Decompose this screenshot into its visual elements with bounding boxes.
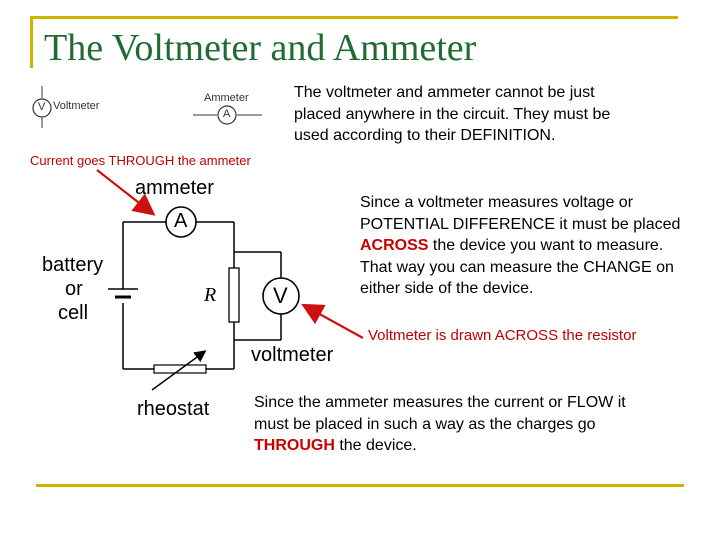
resistor-symbol [229, 268, 239, 322]
slide-title: The Voltmeter and Ammeter [44, 27, 477, 69]
emphasis-through: THROUGH [254, 437, 335, 454]
ammeter-letter: A [174, 210, 188, 232]
ammeter-label: ammeter [135, 177, 214, 199]
voltmeter-paragraph-start: Since a voltmeter measures voltage or POTENTIAL DIFFERENCE it must be placed [360, 194, 681, 233]
voltmeter-letter: V [273, 283, 288, 308]
ammeter-paragraph-start: Since the ammeter measures the current or FLOW it must be placed in such a way as the charges go [254, 394, 626, 433]
legend-voltmeter-letter: V [38, 101, 46, 113]
caption-current-through-ammeter: Current goes THROUGH the ammeter [30, 153, 251, 168]
legend-ammeter-text: Ammeter [204, 92, 249, 104]
voltmeter-paragraph-end: the device you want to measure. That way you can measure the CHANGE on either side of the device. [360, 237, 674, 297]
resistor-label: R [204, 284, 217, 306]
ammeter-paragraph-end: the device. [334, 437, 417, 454]
rheostat-symbol [152, 352, 206, 390]
rheostat-label: rheostat [137, 398, 210, 420]
legend-ammeter-letter: A [223, 108, 231, 120]
battery-or-label: or [65, 278, 83, 300]
emphasis-across: ACROSS [360, 237, 429, 254]
legend-voltmeter-text: Voltmeter [53, 100, 100, 112]
ammeter-paragraph [254, 392, 644, 457]
cell-label: cell [58, 302, 89, 324]
intro-paragraph: The voltmeter and ammeter cannot be just placed anywhere in the circuit. They must be used according to their DEFINITION. [294, 84, 611, 144]
caption-voltmeter-across-resistor: Voltmeter is drawn ACROSS the resistor [368, 327, 637, 344]
battery-label: battery [42, 254, 104, 276]
voltmeter-pointer-arrow [305, 306, 363, 338]
voltmeter-label: voltmeter [251, 344, 334, 366]
voltmeter-paragraph [360, 192, 690, 300]
battery-symbol [108, 289, 138, 297]
